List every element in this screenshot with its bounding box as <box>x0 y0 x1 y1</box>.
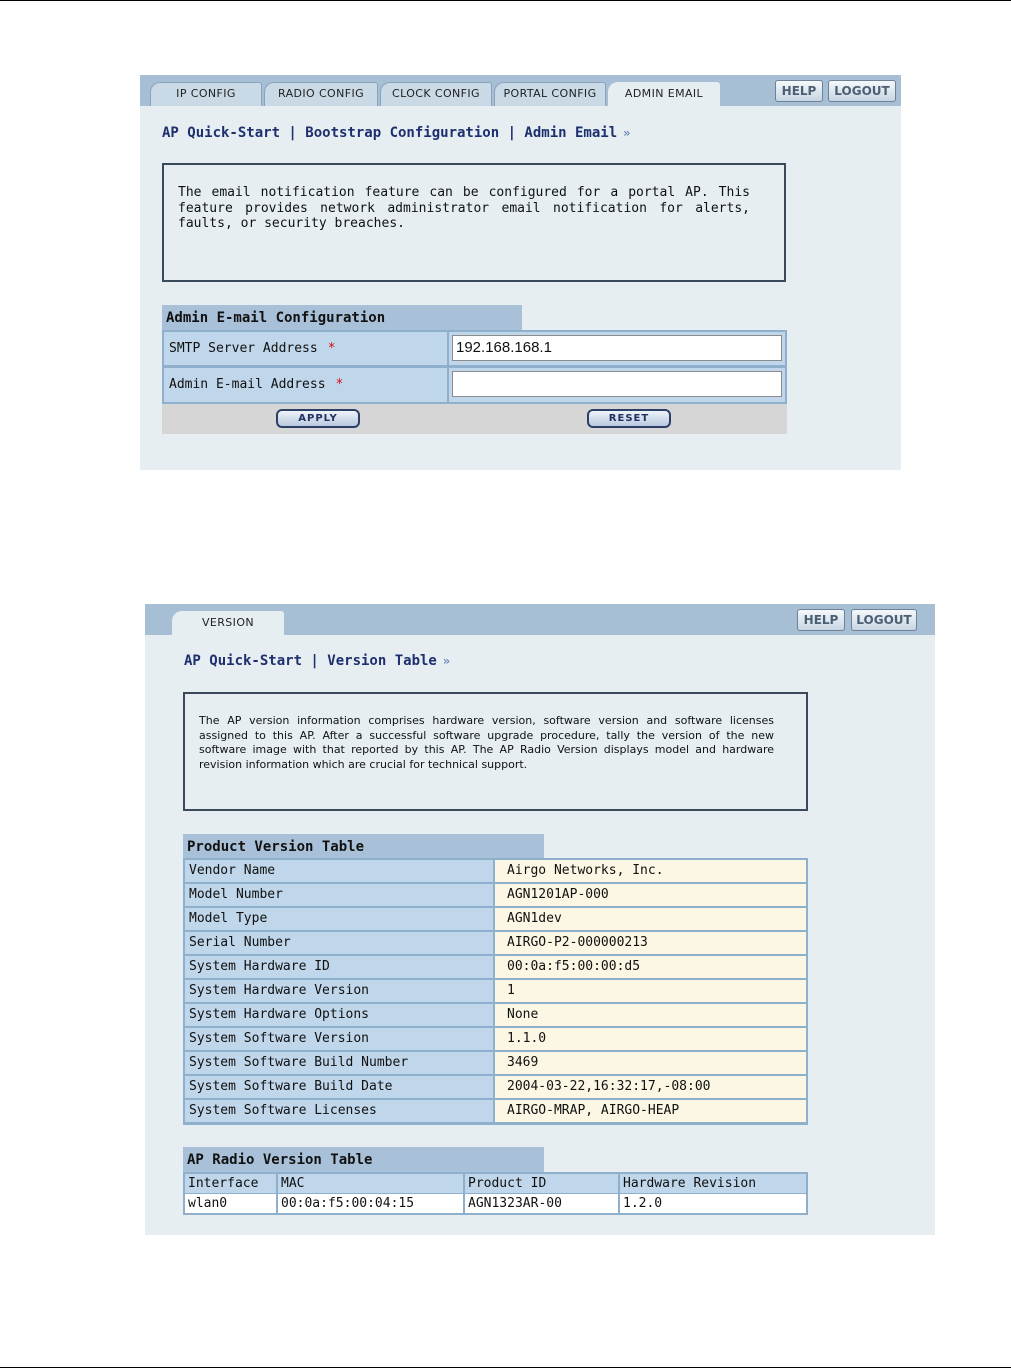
radio-version-table <box>183 1172 808 1215</box>
admin-email-input[interactable] <box>452 371 782 397</box>
help-button[interactable]: HELP <box>797 609 845 631</box>
product-row-value: 2004-03-22,16:32:17,-08:00 <box>495 1076 806 1098</box>
admin-email-label <box>164 368 447 402</box>
product-row-value: AGN1201AP-000 <box>495 884 806 906</box>
product-row-value: 1.1.0 <box>495 1028 806 1050</box>
action-bar <box>162 404 787 434</box>
smtp-input-cell <box>449 332 785 365</box>
admin-email-label-text: Admin E-mail Address <box>169 377 326 392</box>
version-panel <box>145 604 935 1235</box>
smtp-label <box>164 332 447 365</box>
product-row-label: System Hardware Options <box>185 1004 493 1026</box>
required-mark: * <box>327 341 336 356</box>
reset-button[interactable]: RESET <box>587 409 671 428</box>
description-text: The email notification feature can be configured for a portal AP. This feature provides network administrator email notification for alerts, faults, or security breaches. <box>178 185 750 231</box>
required-mark: * <box>335 377 344 392</box>
product-row-label: System Software Build Date <box>185 1076 493 1098</box>
breadcrumb-text: AP Quick-Start | Bootstrap Configuration | Admin Email <box>162 125 618 141</box>
product-row-label: Serial Number <box>185 932 493 954</box>
radio-cell-hardware-revision: 1.2.0 <box>620 1194 806 1213</box>
product-row-value: 00:0a:f5:00:00:d5 <box>495 956 806 978</box>
smtp-label-text: SMTP Server Address <box>169 341 318 356</box>
product-row-label: System Software Version <box>185 1028 493 1050</box>
apply-button[interactable]: APPLY <box>276 409 360 428</box>
logout-button[interactable]: LOGOUT <box>828 80 896 102</box>
product-row-value: AIRGO-MRAP, AIRGO-HEAP <box>495 1100 806 1122</box>
product-row-value: AGN1dev <box>495 908 806 930</box>
breadcrumb-arrows-icon: » <box>623 126 631 140</box>
product-row-value: 1 <box>495 980 806 1002</box>
page-top-rule <box>0 0 1011 1</box>
product-row-value: AIRGO-P2-000000213 <box>495 932 806 954</box>
config-form <box>162 330 787 404</box>
product-row-value: None <box>495 1004 806 1026</box>
tab-bar <box>145 604 935 635</box>
breadcrumb <box>162 125 630 141</box>
product-row-label: System Hardware ID <box>185 956 493 978</box>
radio-header-mac: MAC <box>278 1174 463 1193</box>
logout-button[interactable]: LOGOUT <box>851 609 917 631</box>
page-bottom-rule <box>0 1367 1011 1368</box>
radio-table-title: AP Radio Version Table <box>183 1147 544 1173</box>
tab-portal-config[interactable]: PORTAL CONFIG <box>494 82 606 106</box>
product-row-label: Model Number <box>185 884 493 906</box>
description-text: The AP version information comprises hardware version, software version and software licenses assigned to this AP. After a successful software upgrade procedure, tally the version of the new software image with that reported by this AP. The AP Radio Version displays model and hardware revision information which are crucial for technical support. <box>199 714 774 771</box>
help-button[interactable]: HELP <box>775 80 823 102</box>
tab-radio-config[interactable]: RADIO CONFIG <box>264 82 378 106</box>
admin-email-panel <box>140 75 901 470</box>
tab-ip-config[interactable]: IP CONFIG <box>150 82 262 106</box>
breadcrumb-text: AP Quick-Start | Version Table <box>184 653 437 669</box>
description-box <box>162 163 786 282</box>
radio-cell-mac: 00:0a:f5:00:04:15 <box>278 1194 463 1213</box>
description-box <box>183 692 808 811</box>
tab-bar <box>140 75 901 106</box>
smtp-server-input[interactable]: 192.168.168.1 <box>452 335 782 361</box>
product-row-label: System Software Licenses <box>185 1100 493 1122</box>
product-row-label: Model Type <box>185 908 493 930</box>
tab-admin-email[interactable]: ADMIN EMAIL <box>608 82 720 107</box>
product-row-label: Vendor Name <box>185 860 493 882</box>
radio-header-hardware-revision: Hardware Revision <box>620 1174 806 1193</box>
radio-cell-interface: wlan0 <box>185 1194 276 1213</box>
product-version-table <box>183 858 808 1125</box>
breadcrumb <box>184 653 450 669</box>
product-row-label: System Hardware Version <box>185 980 493 1002</box>
tab-clock-config[interactable]: CLOCK CONFIG <box>380 82 492 106</box>
tab-version[interactable]: VERSION <box>172 611 284 636</box>
admin-email-input-cell <box>449 368 785 402</box>
radio-header-interface: Interface <box>185 1174 276 1193</box>
product-row-label: System Software Build Number <box>185 1052 493 1074</box>
product-table-title: Product Version Table <box>183 834 544 860</box>
section-title: Admin E-mail Configuration <box>162 305 522 331</box>
product-row-value: Airgo Networks, Inc. <box>495 860 806 882</box>
radio-cell-product-id: AGN1323AR-00 <box>465 1194 618 1213</box>
radio-header-product-id: Product ID <box>465 1174 618 1193</box>
breadcrumb-arrows-icon: » <box>442 654 451 668</box>
product-row-value: 3469 <box>495 1052 806 1074</box>
